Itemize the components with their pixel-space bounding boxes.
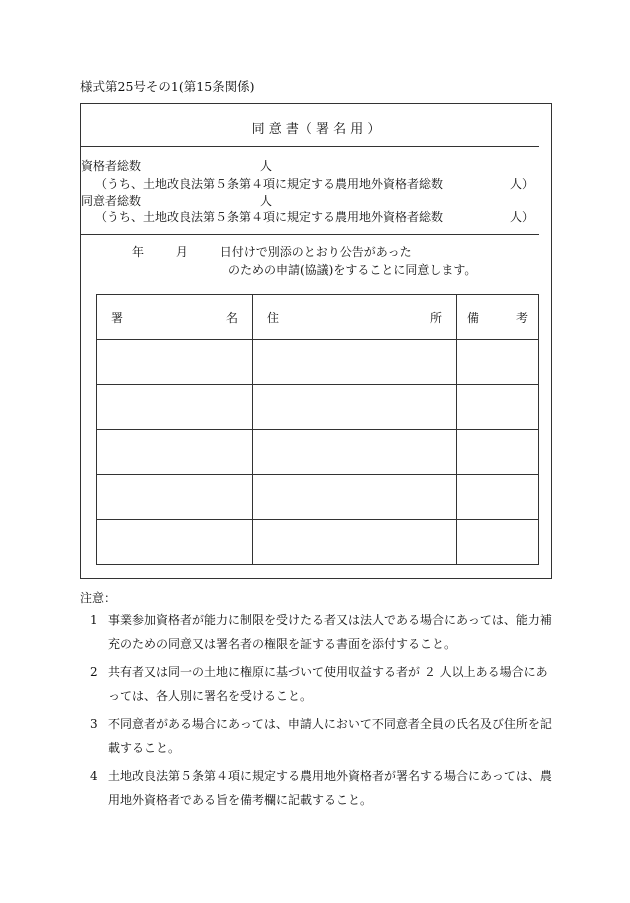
table-row <box>97 475 539 520</box>
address-cell[interactable] <box>253 520 457 565</box>
year-label: 年 <box>132 245 145 259</box>
header-remarks: 備 考 <box>457 295 539 340</box>
agreeing-total-label: 同意者総数 <box>81 194 142 208</box>
remarks-cell[interactable] <box>457 385 539 430</box>
signature-table <box>96 294 539 565</box>
signature-cell[interactable] <box>97 475 253 520</box>
note-item <box>90 764 555 812</box>
header-address: 住 所 <box>253 295 457 340</box>
address-cell[interactable] <box>253 430 457 475</box>
signature-cell[interactable] <box>97 340 253 385</box>
qualified-total-unit: 人 <box>260 159 273 173</box>
table-header-row <box>97 295 539 340</box>
divider <box>81 146 539 147</box>
qualified-sub-label: （うち、土地改良法第５条第４項に規定する農用地外資格者総数 <box>95 177 444 191</box>
note-text: 共有者又は同一の土地に権原に基づいて使用収益する者が ２ 人以上ある場合にあっては、各人別に署名を受けること。 <box>108 665 548 703</box>
signature-cell[interactable] <box>97 385 253 430</box>
divider <box>81 234 539 235</box>
note-text: 事業参加資格者が能力に制限を受けたる者又は法人である場合にあっては、能力補充のための同意又は署名者の権限を証する書面を添付すること。 <box>108 613 552 651</box>
remarks-cell[interactable] <box>457 475 539 520</box>
remarks-cell[interactable] <box>457 520 539 565</box>
signature-cell[interactable] <box>97 430 253 475</box>
note-number: 4 <box>90 769 98 783</box>
note-number: 3 <box>90 717 98 731</box>
note-item <box>90 660 555 708</box>
header-signature: 署 名 <box>97 295 253 340</box>
table-row <box>97 385 539 430</box>
table-row <box>97 340 539 385</box>
signature-cell[interactable] <box>97 520 253 565</box>
table-row <box>97 430 539 475</box>
address-cell[interactable] <box>253 340 457 385</box>
notes-heading: 注意： <box>80 591 117 605</box>
document-title: 同 意 書（ 署 名 用 ） <box>251 122 381 137</box>
notice-text: 日付けで別添のとおり公告があった <box>219 245 412 259</box>
address-cell[interactable] <box>253 385 457 430</box>
note-number: 2 <box>90 665 98 679</box>
agreeing-total-unit: 人 <box>260 194 273 208</box>
agreeing-sub-label: （うち、土地改良法第５条第４項に規定する農用地外資格者総数 <box>95 210 444 224</box>
note-text: 土地改良法第５条第４項に規定する農用地外資格者が署名する場合にあっては、農用地外資格者である旨を備考欄に記載すること。 <box>108 769 552 807</box>
notice-date-line <box>120 243 412 260</box>
note-item <box>90 712 555 760</box>
remarks-cell[interactable] <box>457 430 539 475</box>
qualified-sub-unit: 人） <box>510 177 535 191</box>
note-text: 不同意者がある場合にあっては、申請人において不同意者全員の氏名及び住所を記載すること。 <box>108 717 552 755</box>
remarks-cell[interactable] <box>457 340 539 385</box>
table-row <box>97 520 539 565</box>
note-item <box>90 608 555 656</box>
consent-text: のための申請(協議)をすることに同意します。 <box>228 263 477 277</box>
note-number: 1 <box>90 613 98 627</box>
month-label: 月 <box>175 245 188 259</box>
form-number: 様式第25号その1(第15条関係) <box>80 79 255 94</box>
address-cell[interactable] <box>253 475 457 520</box>
agreeing-sub-unit: 人） <box>510 210 535 224</box>
qualified-total-label: 資格者総数 <box>81 159 142 173</box>
